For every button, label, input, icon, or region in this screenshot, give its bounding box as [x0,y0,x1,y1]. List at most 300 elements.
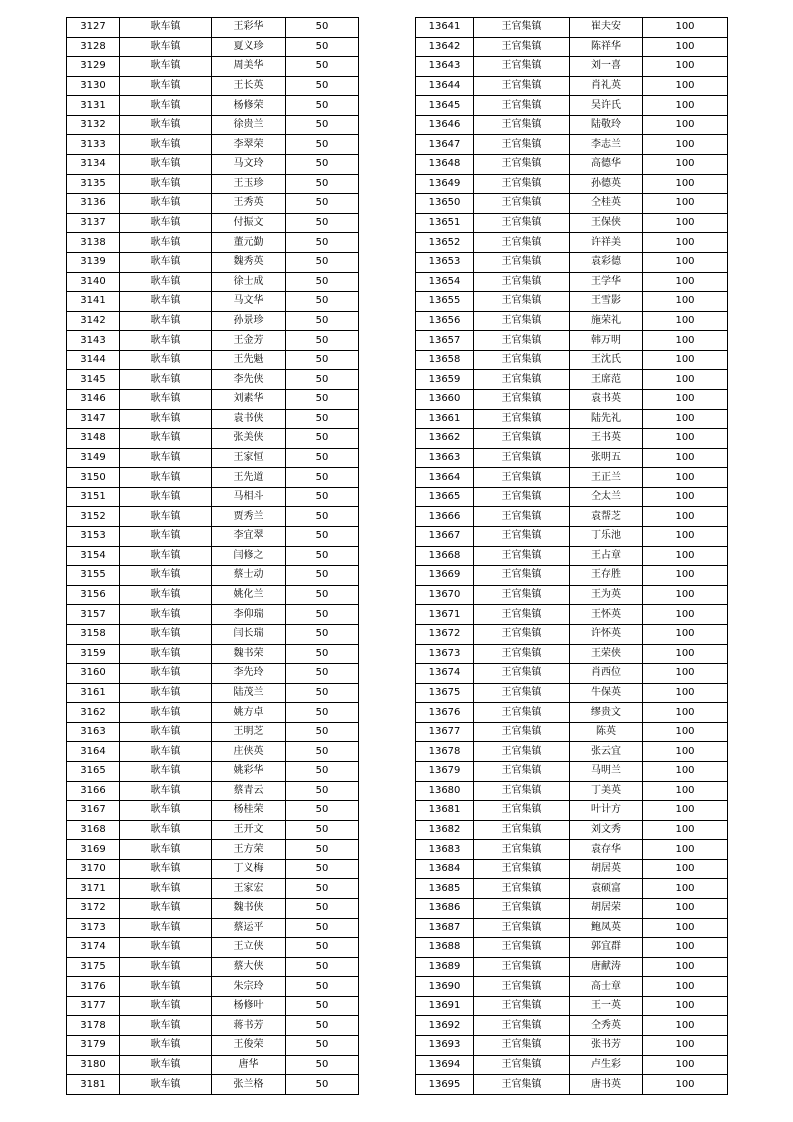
town-cell: 耿车镇 [120,487,212,507]
name-cell: 王金芳 [212,331,286,351]
name-cell: 王书英 [570,429,643,449]
amount-cell: 100 [643,18,728,38]
record-number-cell: 13657 [416,331,474,351]
name-cell: 徐士成 [212,272,286,292]
town-cell: 耿车镇 [120,585,212,605]
table-row [416,487,728,507]
record-number-cell: 13659 [416,370,474,390]
town-cell: 耿车镇 [120,507,212,527]
amount-cell: 100 [643,624,728,644]
town-cell: 耿车镇 [120,468,212,488]
amount-cell: 50 [286,370,359,390]
town-cell: 耿车镇 [120,155,212,175]
amount-cell: 50 [286,1075,359,1095]
amount-cell: 50 [286,722,359,742]
table-row [416,409,728,429]
amount-cell: 50 [286,174,359,194]
record-number-cell: 3174 [67,938,120,958]
town-cell: 王官集镇 [474,272,570,292]
record-number-cell: 13671 [416,605,474,625]
name-cell: 王立侠 [212,938,286,958]
name-cell: 王先道 [212,468,286,488]
table-row [416,389,728,409]
name-cell: 王家恒 [212,448,286,468]
record-number-cell: 13687 [416,918,474,938]
left-table [66,17,359,1095]
table-row [416,957,728,977]
town-cell: 王官集镇 [474,879,570,899]
town-cell: 王官集镇 [474,1016,570,1036]
name-cell: 马相斗 [212,487,286,507]
amount-cell: 50 [286,605,359,625]
table-row [67,57,359,77]
table-row [67,1055,359,1075]
record-number-cell: 3150 [67,468,120,488]
name-cell: 李志兰 [570,135,643,155]
town-cell: 王官集镇 [474,487,570,507]
table-row [67,585,359,605]
amount-cell: 100 [643,566,728,586]
amount-cell: 50 [286,938,359,958]
table-row [416,566,728,586]
table-row [67,135,359,155]
town-cell: 耿车镇 [120,899,212,919]
table-row [67,605,359,625]
amount-cell: 100 [643,546,728,566]
town-cell: 王官集镇 [474,135,570,155]
town-cell: 耿车镇 [120,566,212,586]
amount-cell: 50 [286,213,359,233]
record-number-cell: 3133 [67,135,120,155]
record-number-cell: 3166 [67,781,120,801]
town-cell: 耿车镇 [120,1016,212,1036]
town-cell: 王官集镇 [474,448,570,468]
town-cell: 王官集镇 [474,409,570,429]
table-row [67,96,359,116]
table-row [67,76,359,96]
town-cell: 王官集镇 [474,840,570,860]
record-number-cell: 3129 [67,57,120,77]
table-row [416,624,728,644]
town-cell: 耿车镇 [120,311,212,331]
amount-cell: 50 [286,820,359,840]
town-cell: 耿车镇 [120,96,212,116]
table-row [67,781,359,801]
record-number-cell: 3156 [67,585,120,605]
town-cell: 耿车镇 [120,879,212,899]
amount-cell: 50 [286,918,359,938]
town-cell: 耿车镇 [120,272,212,292]
town-cell: 耿车镇 [120,977,212,997]
amount-cell: 50 [286,37,359,57]
record-number-cell: 13664 [416,468,474,488]
town-cell: 王官集镇 [474,350,570,370]
table-row [416,605,728,625]
record-number-cell: 13644 [416,76,474,96]
town-cell: 王官集镇 [474,115,570,135]
name-cell: 王明芝 [212,722,286,742]
amount-cell: 50 [286,429,359,449]
name-cell: 韩万明 [570,331,643,351]
amount-cell: 50 [286,683,359,703]
record-number-cell: 3132 [67,115,120,135]
table-row [416,664,728,684]
record-number-cell: 13658 [416,350,474,370]
record-number-cell: 13692 [416,1016,474,1036]
record-number-cell: 3145 [67,370,120,390]
town-cell: 耿车镇 [120,429,212,449]
name-cell: 刘一喜 [570,57,643,77]
town-cell: 耿车镇 [120,840,212,860]
record-number-cell: 3138 [67,233,120,253]
amount-cell: 100 [643,957,728,977]
amount-cell: 100 [643,722,728,742]
name-cell: 胡居荣 [570,899,643,919]
name-cell: 牛保英 [570,683,643,703]
table-row [67,566,359,586]
town-cell: 王官集镇 [474,781,570,801]
amount-cell: 100 [643,213,728,233]
name-cell: 张明五 [570,448,643,468]
town-cell: 耿车镇 [120,859,212,879]
record-number-cell: 3181 [67,1075,120,1095]
town-cell: 王官集镇 [474,977,570,997]
table-row [67,174,359,194]
table-row [416,448,728,468]
record-number-cell: 3160 [67,664,120,684]
table-row [67,115,359,135]
name-cell: 陆敬玲 [570,115,643,135]
record-number-cell: 3154 [67,546,120,566]
amount-cell: 100 [643,605,728,625]
amount-cell: 50 [286,1055,359,1075]
town-cell: 耿车镇 [120,1055,212,1075]
table-row [67,1036,359,1056]
table-row [416,899,728,919]
right-table-body [416,18,728,1095]
table-row [416,213,728,233]
table-row [67,194,359,214]
town-cell: 王官集镇 [474,957,570,977]
name-cell: 唐华 [212,1055,286,1075]
amount-cell: 100 [643,683,728,703]
amount-cell: 100 [643,57,728,77]
record-number-cell: 13641 [416,18,474,38]
record-number-cell: 13642 [416,37,474,57]
record-number-cell: 3162 [67,703,120,723]
record-number-cell: 13695 [416,1075,474,1095]
record-number-cell: 3161 [67,683,120,703]
name-cell: 仝桂英 [570,194,643,214]
town-cell: 王官集镇 [474,820,570,840]
record-number-cell: 3176 [67,977,120,997]
town-cell: 王官集镇 [474,389,570,409]
table-row [67,996,359,1016]
record-number-cell: 3140 [67,272,120,292]
table-row [67,624,359,644]
name-cell: 张书芳 [570,1036,643,1056]
name-cell: 王荣侠 [570,644,643,664]
record-number-cell: 3167 [67,801,120,821]
town-cell: 耿车镇 [120,135,212,155]
name-cell: 袁存华 [570,840,643,860]
table-row [67,272,359,292]
record-number-cell: 13685 [416,879,474,899]
record-number-cell: 13670 [416,585,474,605]
amount-cell: 100 [643,96,728,116]
amount-cell: 50 [286,194,359,214]
town-cell: 王官集镇 [474,331,570,351]
record-number-cell: 13673 [416,644,474,664]
table-row [67,155,359,175]
record-number-cell: 13690 [416,977,474,997]
town-cell: 耿车镇 [120,801,212,821]
town-cell: 耿车镇 [120,957,212,977]
record-number-cell: 13655 [416,292,474,312]
table-row [67,722,359,742]
table-row [67,820,359,840]
table-row [67,233,359,253]
name-cell: 吴许氏 [570,96,643,116]
name-cell: 王正兰 [570,468,643,488]
amount-cell: 50 [286,135,359,155]
record-number-cell: 3139 [67,252,120,272]
amount-cell: 100 [643,272,728,292]
table-row [67,918,359,938]
town-cell: 王官集镇 [474,155,570,175]
name-cell: 陈英 [570,722,643,742]
record-number-cell: 3147 [67,409,120,429]
record-number-cell: 13677 [416,722,474,742]
amount-cell: 100 [643,742,728,762]
name-cell: 崔夫安 [570,18,643,38]
record-number-cell: 13647 [416,135,474,155]
table-row [416,115,728,135]
name-cell: 庄侠英 [212,742,286,762]
record-number-cell: 13682 [416,820,474,840]
record-number-cell: 13653 [416,252,474,272]
name-cell: 张美侠 [212,429,286,449]
town-cell: 王官集镇 [474,859,570,879]
table-row [416,644,728,664]
table-row [67,409,359,429]
town-cell: 王官集镇 [474,213,570,233]
record-number-cell: 3177 [67,996,120,1016]
amount-cell: 100 [643,820,728,840]
name-cell: 王保侠 [570,213,643,233]
table-row [416,1036,728,1056]
amount-cell: 50 [286,468,359,488]
name-cell: 杨桂荣 [212,801,286,821]
name-cell: 马文玲 [212,155,286,175]
name-cell: 王开文 [212,820,286,840]
record-number-cell: 13669 [416,566,474,586]
town-cell: 耿车镇 [120,683,212,703]
amount-cell: 50 [286,448,359,468]
table-row [416,585,728,605]
name-cell: 陆先礼 [570,409,643,429]
record-number-cell: 13675 [416,683,474,703]
table-row [67,448,359,468]
table-row [416,174,728,194]
name-cell: 许祥美 [570,233,643,253]
record-number-cell: 13645 [416,96,474,116]
name-cell: 魏书侠 [212,899,286,919]
record-number-cell: 3165 [67,761,120,781]
record-number-cell: 3163 [67,722,120,742]
table-row [67,801,359,821]
name-cell: 姚彩华 [212,761,286,781]
table-row [67,840,359,860]
table-row [67,487,359,507]
amount-cell: 50 [286,115,359,135]
record-number-cell: 3143 [67,331,120,351]
town-cell: 王官集镇 [474,194,570,214]
table-row [416,546,728,566]
town-cell: 耿车镇 [120,938,212,958]
table-row [416,331,728,351]
record-number-cell: 13646 [416,115,474,135]
town-cell: 王官集镇 [474,1075,570,1095]
table-row [416,820,728,840]
record-number-cell: 13688 [416,938,474,958]
amount-cell: 100 [643,918,728,938]
name-cell: 张兰格 [212,1075,286,1095]
town-cell: 王官集镇 [474,292,570,312]
record-number-cell: 13676 [416,703,474,723]
name-cell: 叶计方 [570,801,643,821]
record-number-cell: 3128 [67,37,120,57]
record-number-cell: 13674 [416,664,474,684]
record-number-cell: 3141 [67,292,120,312]
record-number-cell: 3131 [67,96,120,116]
amount-cell: 50 [286,272,359,292]
left-table-body [67,18,359,1095]
name-cell: 董元勤 [212,233,286,253]
town-cell: 耿车镇 [120,174,212,194]
table-row [67,213,359,233]
record-number-cell: 3152 [67,507,120,527]
town-cell: 王官集镇 [474,527,570,547]
name-cell: 马文华 [212,292,286,312]
table-row [416,801,728,821]
name-cell: 缪贵文 [570,703,643,723]
record-number-cell: 3157 [67,605,120,625]
town-cell: 耿车镇 [120,742,212,762]
record-number-cell: 13672 [416,624,474,644]
table-row [67,977,359,997]
name-cell: 王俊荣 [212,1036,286,1056]
name-cell: 徐贵兰 [212,115,286,135]
table-row [416,722,728,742]
table-row [416,977,728,997]
table-row [67,899,359,919]
amount-cell: 100 [643,76,728,96]
record-number-cell: 13694 [416,1055,474,1075]
amount-cell: 100 [643,644,728,664]
amount-cell: 100 [643,135,728,155]
town-cell: 王官集镇 [474,429,570,449]
amount-cell: 50 [286,389,359,409]
name-cell: 孙景珍 [212,311,286,331]
name-cell: 李仰瑞 [212,605,286,625]
amount-cell: 100 [643,527,728,547]
town-cell: 耿车镇 [120,18,212,38]
name-cell: 肖礼英 [570,76,643,96]
town-cell: 王官集镇 [474,1055,570,1075]
town-cell: 王官集镇 [474,801,570,821]
name-cell: 陈祥华 [570,37,643,57]
town-cell: 耿车镇 [120,527,212,547]
record-number-cell: 13660 [416,389,474,409]
town-cell: 王官集镇 [474,918,570,938]
amount-cell: 100 [643,311,728,331]
amount-cell: 50 [286,409,359,429]
amount-cell: 50 [286,859,359,879]
amount-cell: 50 [286,957,359,977]
record-number-cell: 3151 [67,487,120,507]
record-number-cell: 3149 [67,448,120,468]
table-row [416,57,728,77]
town-cell: 耿车镇 [120,820,212,840]
amount-cell: 50 [286,527,359,547]
name-cell: 王秀英 [212,194,286,214]
amount-cell: 100 [643,331,728,351]
amount-cell: 100 [643,194,728,214]
amount-cell: 50 [286,624,359,644]
amount-cell: 100 [643,174,728,194]
name-cell: 王席范 [570,370,643,390]
table-row [416,1055,728,1075]
table-row [67,546,359,566]
amount-cell: 100 [643,703,728,723]
amount-cell: 100 [643,761,728,781]
amount-cell: 100 [643,468,728,488]
record-number-cell: 3180 [67,1055,120,1075]
town-cell: 耿车镇 [120,115,212,135]
name-cell: 郭宜群 [570,938,643,958]
record-number-cell: 13678 [416,742,474,762]
town-cell: 耿车镇 [120,781,212,801]
town-cell: 王官集镇 [474,468,570,488]
name-cell: 魏秀英 [212,252,286,272]
table-row [67,742,359,762]
amount-cell: 100 [643,350,728,370]
table-row [67,468,359,488]
table-row [67,331,359,351]
town-cell: 王官集镇 [474,1036,570,1056]
table-row [416,742,728,762]
town-cell: 耿车镇 [120,546,212,566]
town-cell: 耿车镇 [120,57,212,77]
table-row [416,840,728,860]
amount-cell: 50 [286,585,359,605]
town-cell: 王官集镇 [474,37,570,57]
table-row [67,527,359,547]
table-row [67,1075,359,1095]
table-row [67,664,359,684]
name-cell: 周美华 [212,57,286,77]
name-cell: 蒋书芳 [212,1016,286,1036]
name-cell: 刘文秀 [570,820,643,840]
name-cell: 仝太兰 [570,487,643,507]
amount-cell: 100 [643,487,728,507]
name-cell: 李先玲 [212,664,286,684]
table-row [416,879,728,899]
amount-cell: 50 [286,566,359,586]
amount-cell: 50 [286,487,359,507]
amount-cell: 100 [643,1075,728,1095]
